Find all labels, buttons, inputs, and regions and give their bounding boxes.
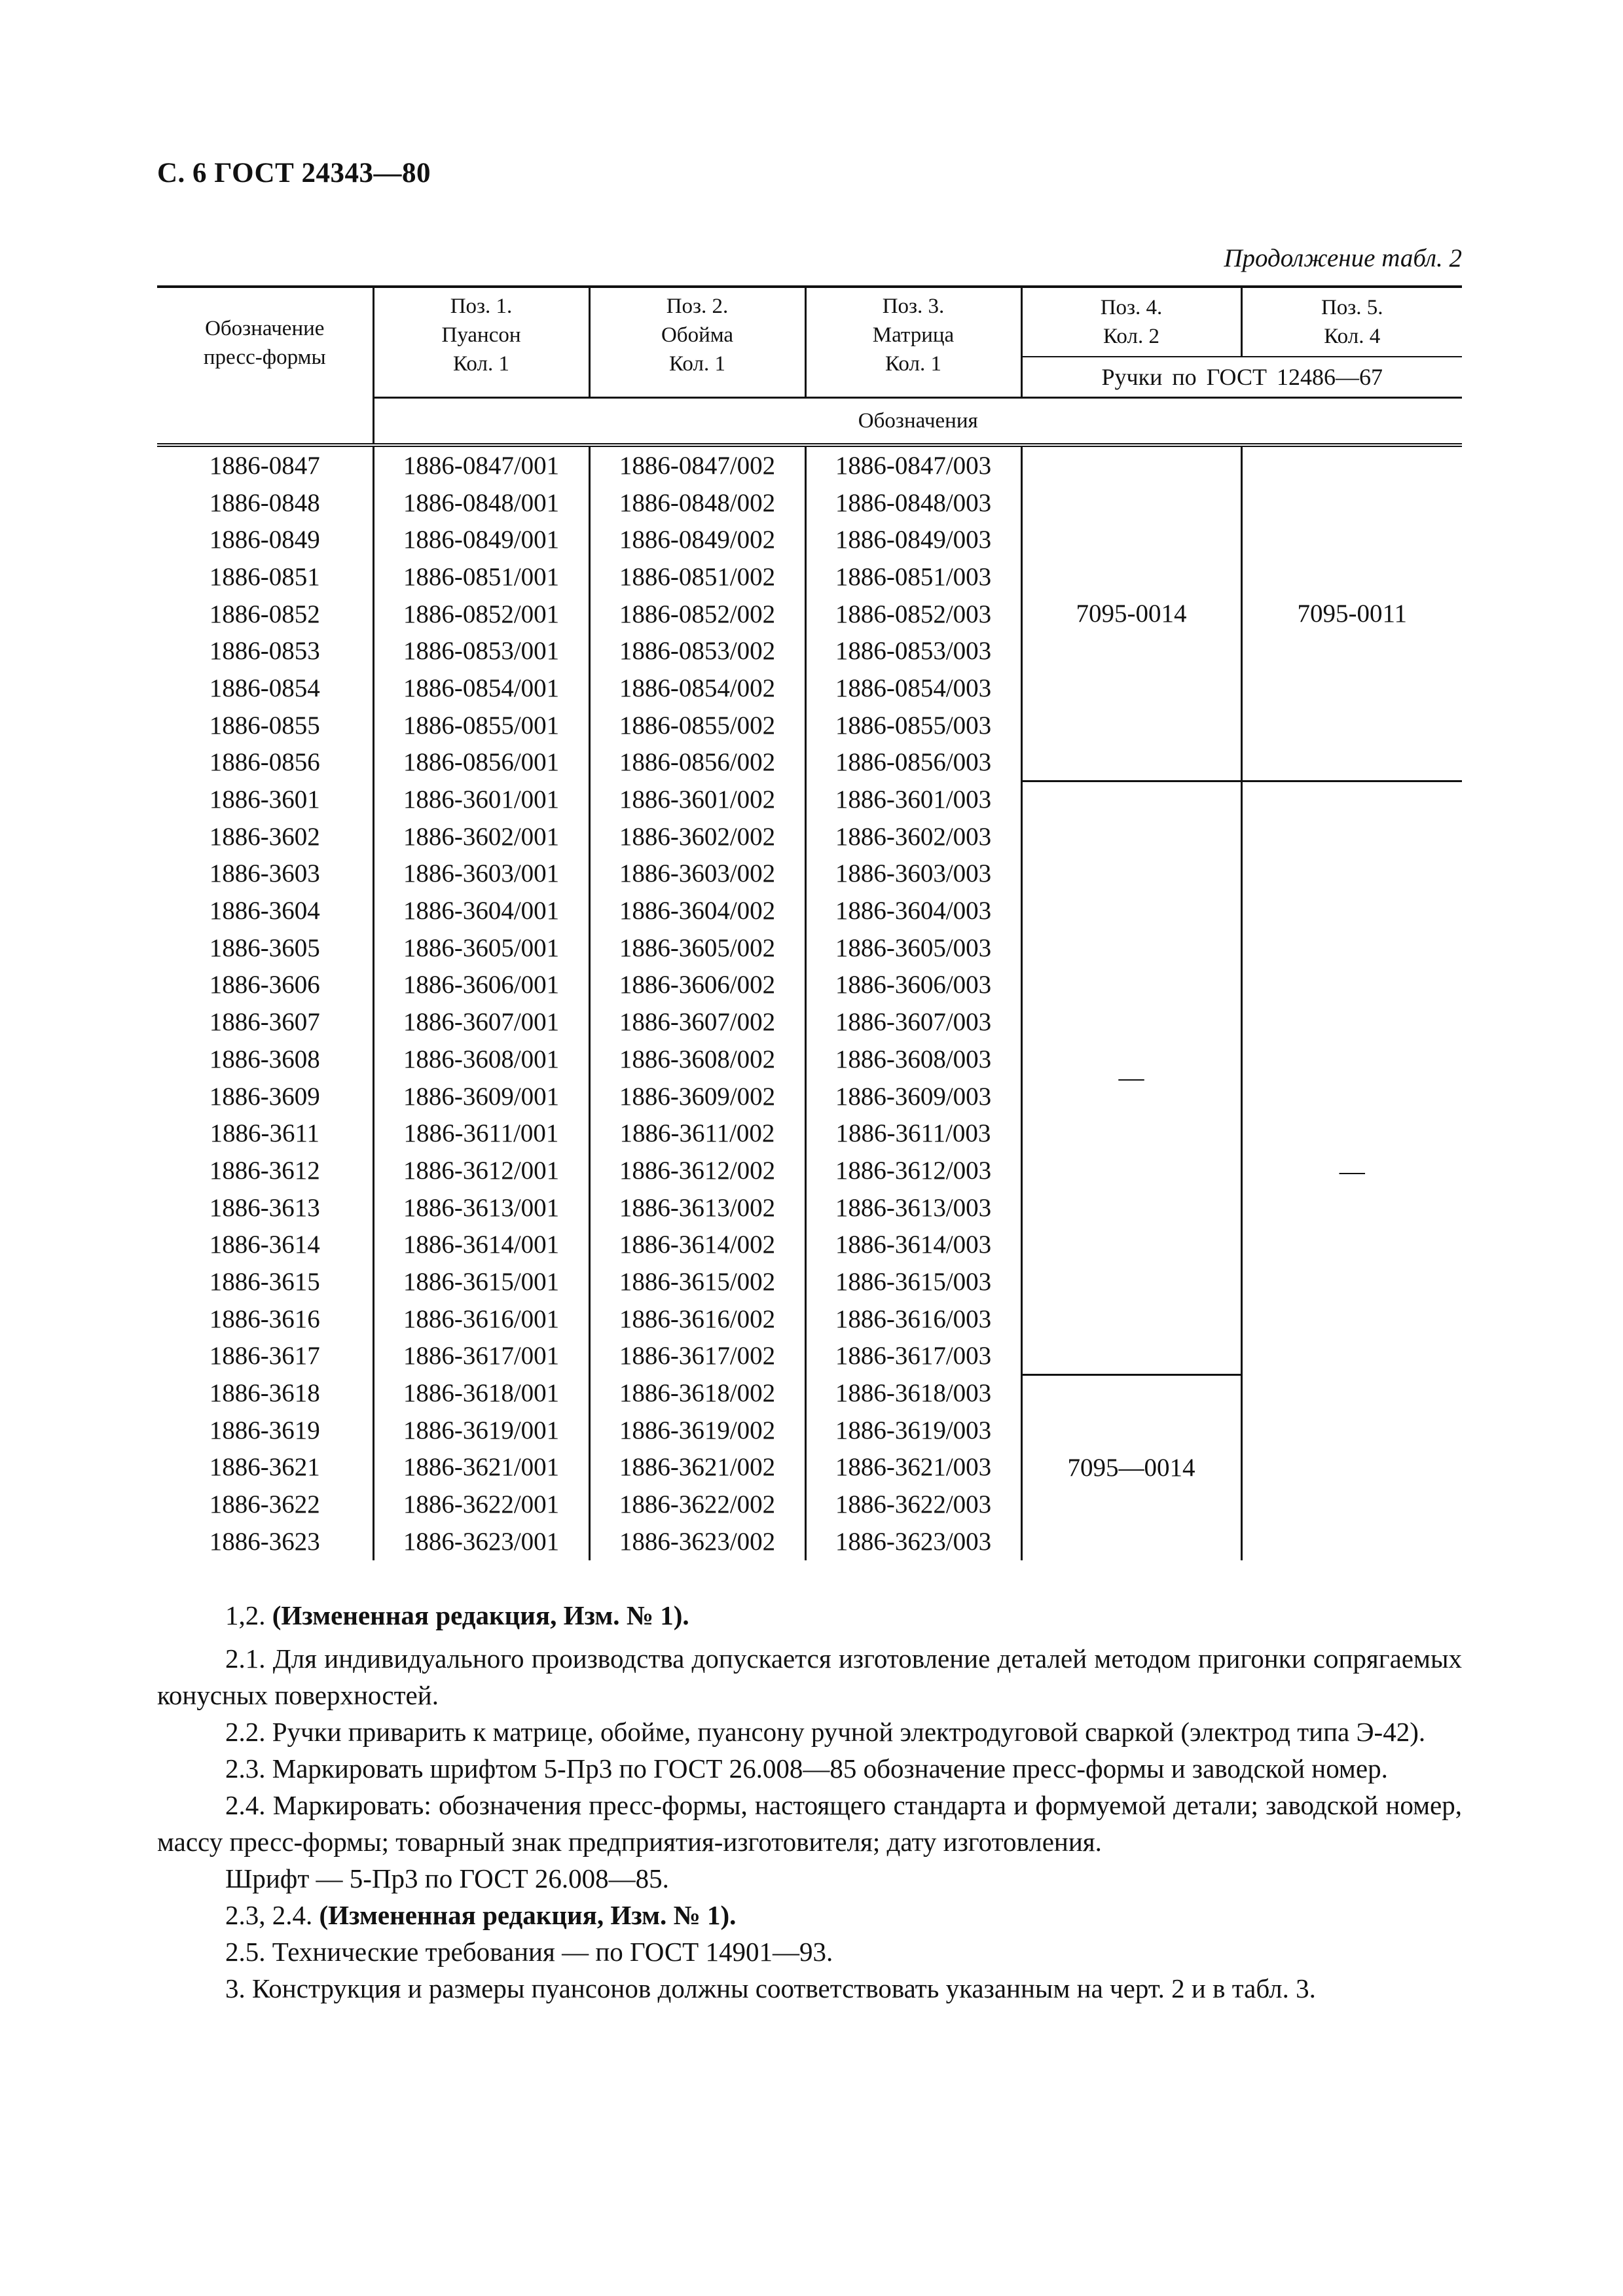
cell-pos3: 1886-3614/003 xyxy=(805,1226,1021,1263)
cell-pos1: 1886-3617/001 xyxy=(373,1338,589,1375)
cell-designation: 1886-0856 xyxy=(209,748,320,777)
header-pos5-line1: Поз. 5. xyxy=(1321,296,1383,319)
cell-pos2: 1886-3607/002 xyxy=(589,1003,805,1041)
page-title: С. 6 ГОСТ 24343—80 xyxy=(157,158,431,188)
cell-pos1: 1886-3608/001 xyxy=(373,1041,589,1078)
cell-pos1: 1886-3604/001 xyxy=(373,892,589,929)
cell-pos2: 1886-0848/002 xyxy=(589,484,805,522)
note-3: 3. Конструкция и размеры пуансонов должны соответствовать указанным на черт. 2 и в табл. 3. xyxy=(225,1973,1316,2003)
note-2-5: 2.5. Технические требования — по ГОСТ 14901—93. xyxy=(225,1937,833,1967)
cell-pos1: 1886-3605/001 xyxy=(373,929,589,967)
cell-designation: 1886-3603 xyxy=(209,859,320,888)
cell-pos1: 1886-3623/001 xyxy=(373,1523,589,1560)
cell-pos2: 1886-3617/002 xyxy=(589,1338,805,1375)
cell-pos1: 1886-0854/001 xyxy=(373,670,589,707)
cell-pos2: 1886-3615/002 xyxy=(589,1263,805,1300)
press-form-table-container xyxy=(157,285,1462,1560)
cell-designation: 1886-0849 xyxy=(209,526,320,554)
cell-pos3: 1886-3621/003 xyxy=(805,1449,1021,1486)
header-pos2-line2: Обойма xyxy=(661,323,734,347)
cell-pos3: 1886-3611/003 xyxy=(805,1115,1021,1152)
cell-pos2: 1886-0856/002 xyxy=(589,744,805,781)
cell-pos4-group: 7095-0014 xyxy=(1021,445,1241,781)
cell-pos2: 1886-3606/002 xyxy=(589,967,805,1004)
cell-pos3: 1886-3613/003 xyxy=(805,1189,1021,1227)
cell-pos1: 1886-3616/001 xyxy=(373,1300,589,1338)
cell-pos3: 1886-0851/003 xyxy=(805,558,1021,596)
cell-designation: 1886-3602 xyxy=(209,822,320,851)
cell-pos3: 1886-0856/003 xyxy=(805,744,1021,781)
cell-designation: 1886-3617 xyxy=(209,1342,320,1371)
cell-pos2: 1886-3623/002 xyxy=(589,1523,805,1560)
cell-pos1: 1886-0848/001 xyxy=(373,484,589,522)
cell-designation: 1886-0855 xyxy=(209,711,320,740)
cell-pos2: 1886-3619/002 xyxy=(589,1412,805,1449)
cell-pos3: 1886-3601/003 xyxy=(805,781,1021,818)
header-pos1 xyxy=(373,287,589,398)
cell-pos2: 1886-3609/002 xyxy=(589,1078,805,1115)
cell-pos1: 1886-3611/001 xyxy=(373,1115,589,1152)
cell-pos3: 1886-3616/003 xyxy=(805,1300,1021,1338)
cell-pos1: 1886-3612/001 xyxy=(373,1152,589,1189)
cell-pos1: 1886-3602/001 xyxy=(373,818,589,855)
note-amendment-2-3-2-4-text: (Измененная редакция, Изм. № 1). xyxy=(319,1900,737,1930)
cell-pos1: 1886-3613/001 xyxy=(373,1189,589,1227)
cell-pos2: 1886-0854/002 xyxy=(589,670,805,707)
cell-pos3: 1886-0855/003 xyxy=(805,707,1021,744)
cell-pos4-group: — xyxy=(1021,781,1241,1374)
cell-pos2: 1886-0855/002 xyxy=(589,707,805,744)
cell-pos1: 1886-3606/001 xyxy=(373,967,589,1004)
cell-pos1: 1886-3619/001 xyxy=(373,1412,589,1449)
cell-designation: 1886-3621 xyxy=(209,1453,320,1482)
cell-designation: 1886-0848 xyxy=(209,488,320,517)
header-handles: Ручки по ГОСТ 12486—67 xyxy=(1021,357,1462,398)
note-amendment-1-2-prefix: 1,2. xyxy=(225,1600,272,1630)
header-pos2-line3: Кол. 1 xyxy=(669,352,725,376)
cell-pos2: 1886-3618/002 xyxy=(589,1374,805,1412)
cell-pos3: 1886-3623/003 xyxy=(805,1523,1021,1560)
cell-pos3: 1886-0853/003 xyxy=(805,632,1021,670)
cell-designation: 1886-3606 xyxy=(209,971,320,999)
cell-pos2: 1886-3601/002 xyxy=(589,781,805,818)
header-pos3-line1: Поз. 3. xyxy=(882,295,945,318)
cell-pos2: 1886-3612/002 xyxy=(589,1152,805,1189)
cell-pos3: 1886-3606/003 xyxy=(805,967,1021,1004)
cell-pos5-group: — xyxy=(1241,781,1462,1560)
cell-pos1: 1886-0852/001 xyxy=(373,596,589,633)
header-pos1-line1: Поз. 1. xyxy=(450,295,513,318)
header-designation xyxy=(157,287,373,398)
note-amendment-1-2-text: (Измененная редакция, Изм. № 1). xyxy=(272,1600,689,1630)
cell-pos3: 1886-3607/003 xyxy=(805,1003,1021,1041)
note-2-2: 2.2. Ручки приварить к матрице, обойме, пуансону ручной электродуговой сваркой (электрод типа Э-42). xyxy=(225,1717,1426,1747)
cell-pos3: 1886-3615/003 xyxy=(805,1263,1021,1300)
notes-section xyxy=(157,1597,1462,2007)
cell-pos1: 1886-3618/001 xyxy=(373,1374,589,1412)
cell-pos5-group: 7095-0011 xyxy=(1241,445,1462,781)
cell-designation: 1886-3616 xyxy=(209,1304,320,1333)
header-pos1-line2: Пуансон xyxy=(441,323,521,347)
cell-pos1: 1886-3615/001 xyxy=(373,1263,589,1300)
cell-pos1: 1886-0853/001 xyxy=(373,632,589,670)
header-pos1-line3: Кол. 1 xyxy=(453,352,509,376)
table-row xyxy=(157,445,1462,484)
cell-pos2: 1886-3613/002 xyxy=(589,1189,805,1227)
cell-pos4-group: 7095—0014 xyxy=(1021,1374,1241,1560)
cell-pos2: 1886-3622/002 xyxy=(589,1486,805,1523)
note-2-4-font: Шрифт — 5-Пр3 по ГОСТ 26.008—85. xyxy=(225,1863,669,1893)
cell-pos3: 1886-3604/003 xyxy=(805,892,1021,929)
header-pos3 xyxy=(805,287,1021,398)
cell-pos3: 1886-3622/003 xyxy=(805,1486,1021,1523)
note-2-4: 2.4. Маркировать: обозначения пресс-формы, настоящего стандарта и формуемой детали; заводской номер, массу пресс-формы; товарный знак предприятия-изготовителя; дату изготовления. xyxy=(157,1790,1462,1857)
cell-pos3: 1886-0852/003 xyxy=(805,596,1021,633)
cell-designation: 1886-3614 xyxy=(209,1230,320,1259)
cell-designation: 1886-0847 xyxy=(209,451,320,480)
note-2-3: 2.3. Маркировать шрифтом 5-Пр3 по ГОСТ 26.008—85 обозначение пресс-формы и заводской номер. xyxy=(225,1753,1388,1784)
cell-pos2: 1886-3621/002 xyxy=(589,1449,805,1486)
cell-pos2: 1886-3602/002 xyxy=(589,818,805,855)
press-form-table xyxy=(157,285,1462,1560)
header-pos5 xyxy=(1241,287,1462,357)
cell-pos3: 1886-3605/003 xyxy=(805,929,1021,967)
table-caption: Продолжение табл. 2 xyxy=(1224,244,1462,272)
cell-designation: 1886-3622 xyxy=(209,1490,320,1519)
cell-designation: 1886-3615 xyxy=(209,1267,320,1296)
cell-pos2: 1886-0847/002 xyxy=(589,445,805,484)
table-row xyxy=(157,781,1462,818)
cell-pos2: 1886-3616/002 xyxy=(589,1300,805,1338)
cell-pos3: 1886-0854/003 xyxy=(805,670,1021,707)
header-pos3-line2: Матрица xyxy=(872,323,955,347)
header-pos3-line3: Кол. 1 xyxy=(885,352,941,376)
header-pos4-line2: Кол. 2 xyxy=(1103,325,1159,348)
header-designation-line2: пресс-формы xyxy=(203,345,326,369)
cell-pos3: 1886-3602/003 xyxy=(805,818,1021,855)
cell-pos1: 1886-3609/001 xyxy=(373,1078,589,1115)
cell-pos1: 1886-0847/001 xyxy=(373,445,589,484)
header-pos4 xyxy=(1021,287,1241,357)
cell-designation: 1886-3623 xyxy=(209,1527,320,1556)
cell-pos3: 1886-0849/003 xyxy=(805,521,1021,558)
cell-designation: 1886-3613 xyxy=(209,1193,320,1222)
cell-pos2: 1886-3605/002 xyxy=(589,929,805,967)
cell-pos3: 1886-3603/003 xyxy=(805,855,1021,893)
cell-designation: 1886-3619 xyxy=(209,1416,320,1444)
cell-pos1: 1886-3622/001 xyxy=(373,1486,589,1523)
cell-pos2: 1886-0852/002 xyxy=(589,596,805,633)
cell-pos3: 1886-3619/003 xyxy=(805,1412,1021,1449)
cell-pos1: 1886-3614/001 xyxy=(373,1226,589,1263)
cell-designation: 1886-3605 xyxy=(209,933,320,962)
cell-designation: 1886-3611 xyxy=(210,1119,320,1148)
header-designation-spacer xyxy=(157,398,373,446)
cell-pos1: 1886-0849/001 xyxy=(373,521,589,558)
header-designations: Обозначения xyxy=(373,398,1462,446)
cell-pos2: 1886-3614/002 xyxy=(589,1226,805,1263)
cell-designation: 1886-0853 xyxy=(209,637,320,666)
cell-designation: 1886-3609 xyxy=(209,1082,320,1111)
cell-pos1: 1886-3601/001 xyxy=(373,781,589,818)
header-pos5-line2: Кол. 4 xyxy=(1324,325,1381,348)
cell-designation: 1886-0854 xyxy=(209,673,320,702)
note-amendment-2-3-2-4 xyxy=(157,1897,1462,1933)
header-pos2 xyxy=(589,287,805,398)
cell-pos3: 1886-3617/003 xyxy=(805,1338,1021,1375)
cell-designation: 1886-3604 xyxy=(209,897,320,925)
note-amendment-1-2 xyxy=(157,1597,1462,1634)
header-designation-line1: Обозначение xyxy=(205,316,325,340)
cell-pos3: 1886-0847/003 xyxy=(805,445,1021,484)
cell-pos3: 1886-3609/003 xyxy=(805,1078,1021,1115)
cell-pos2: 1886-0853/002 xyxy=(589,632,805,670)
cell-pos2: 1886-0851/002 xyxy=(589,558,805,596)
cell-pos2: 1886-3611/002 xyxy=(589,1115,805,1152)
cell-designation: 1886-3607 xyxy=(209,1008,320,1037)
cell-designation: 1886-3618 xyxy=(209,1379,320,1408)
cell-pos3: 1886-0848/003 xyxy=(805,484,1021,522)
cell-pos2: 1886-3604/002 xyxy=(589,892,805,929)
cell-pos1: 1886-3607/001 xyxy=(373,1003,589,1041)
cell-designation: 1886-0851 xyxy=(209,562,320,591)
note-2-1: 2.1. Для индивидуального производства допускается изготовление деталей методом пригонки сопрягаемых конусных поверхностей. xyxy=(157,1643,1462,1710)
header-pos2-line1: Поз. 2. xyxy=(666,295,729,318)
cell-designation: 1886-3601 xyxy=(209,785,320,814)
cell-pos2: 1886-0849/002 xyxy=(589,521,805,558)
cell-pos3: 1886-3612/003 xyxy=(805,1152,1021,1189)
cell-pos2: 1886-3603/002 xyxy=(589,855,805,893)
cell-designation: 1886-3608 xyxy=(209,1045,320,1073)
header-pos4-line1: Поз. 4. xyxy=(1100,296,1163,319)
cell-pos2: 1886-3608/002 xyxy=(589,1041,805,1078)
cell-pos1: 1886-3621/001 xyxy=(373,1449,589,1486)
cell-pos1: 1886-0856/001 xyxy=(373,744,589,781)
cell-pos3: 1886-3608/003 xyxy=(805,1041,1021,1078)
cell-pos1: 1886-0851/001 xyxy=(373,558,589,596)
cell-pos1: 1886-3603/001 xyxy=(373,855,589,893)
note-amendment-2-3-2-4-prefix: 2.3, 2.4. xyxy=(225,1900,319,1930)
cell-pos1: 1886-0855/001 xyxy=(373,707,589,744)
cell-designation: 1886-3612 xyxy=(209,1156,320,1185)
cell-designation: 1886-0852 xyxy=(209,600,320,628)
cell-pos3: 1886-3618/003 xyxy=(805,1374,1021,1412)
